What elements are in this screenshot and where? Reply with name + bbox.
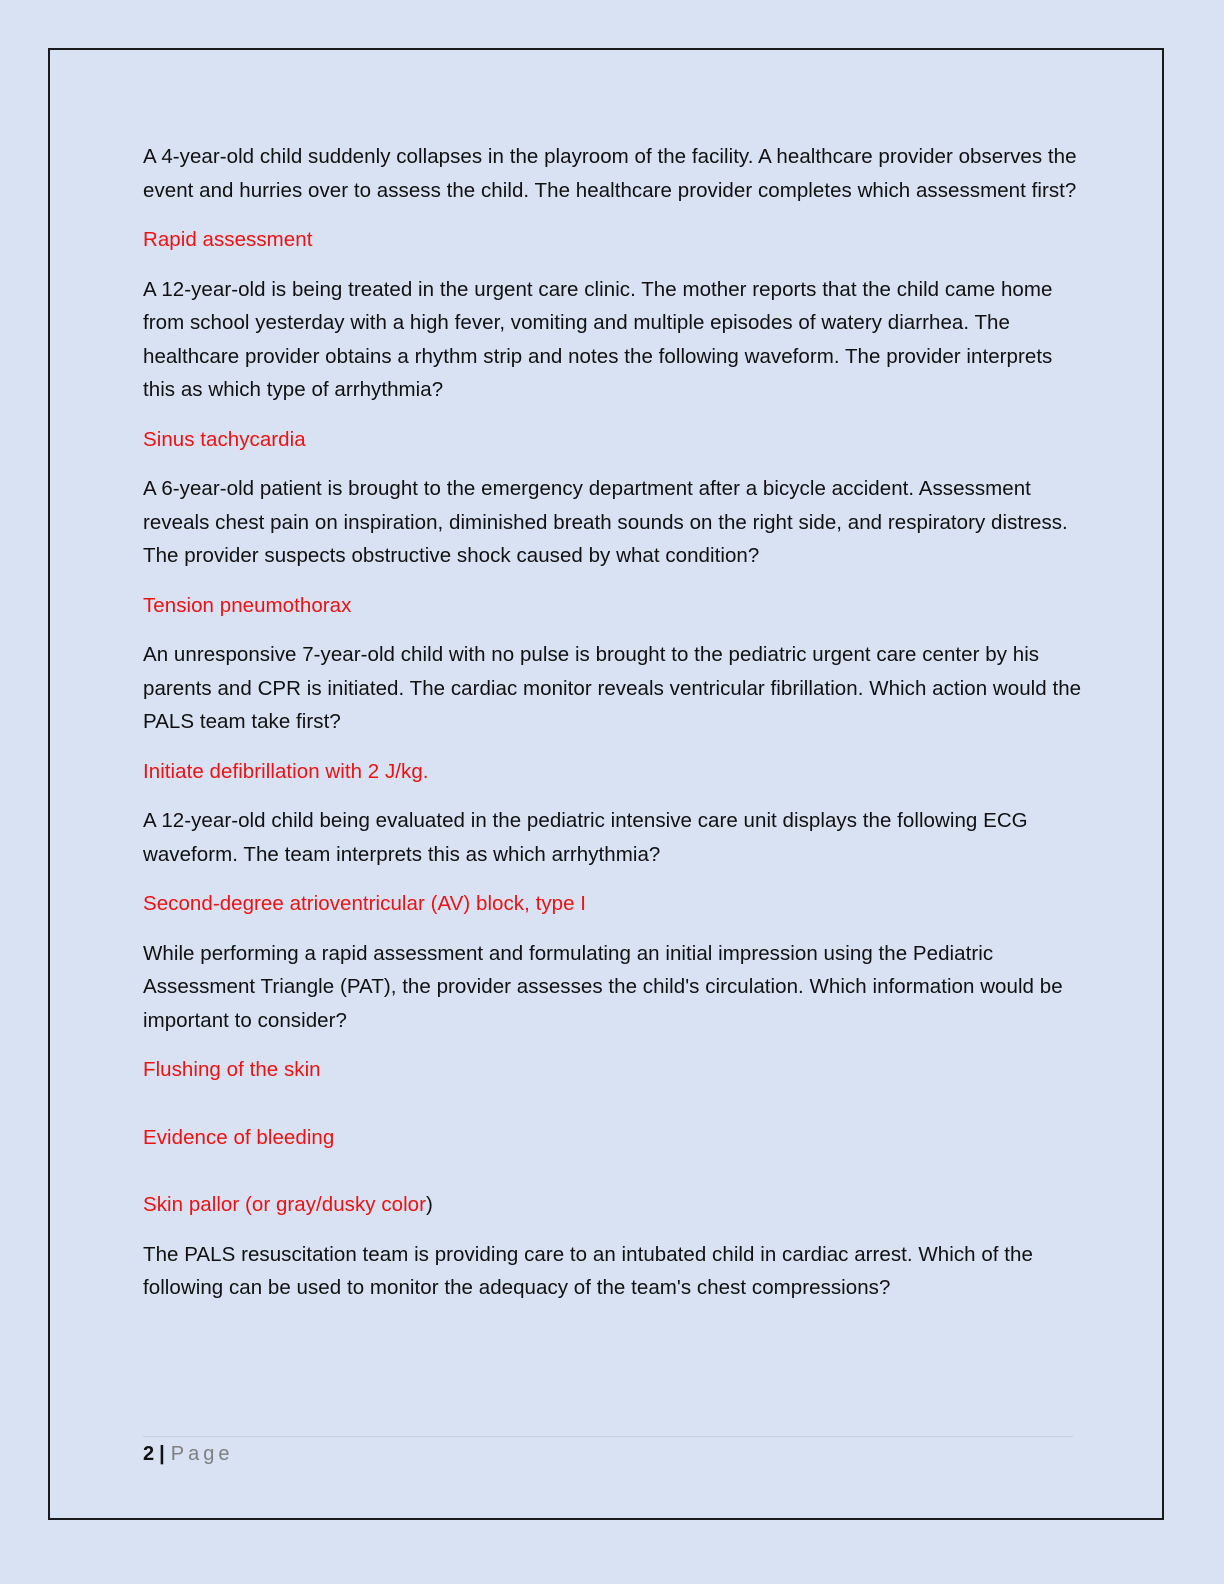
footer-divider xyxy=(143,1436,1073,1437)
answer-5: Second-degree atrioventricular (AV) block, type I xyxy=(143,892,587,915)
answer-6c-text: Skin pallor (or gray/dusky color xyxy=(143,1193,427,1216)
page-label: Page xyxy=(170,1443,234,1465)
answer-3: Tension pneumothorax xyxy=(143,593,352,617)
answer-6a: Flushing of the skin xyxy=(143,1058,321,1081)
question-3: A 6-year-old patient is brought to the emergency department after a bicycle accident. Assessment reveals chest pain on inspiration, diminished breath sounds on the right side, and respiratory distress. The provider suspects obstructive shock caused by what condition? xyxy=(143,477,1068,567)
page-footer xyxy=(143,1440,233,1468)
answer-2: Sinus tachycardia xyxy=(143,427,306,451)
question-7: The PALS resuscitation team is providing care to an intubated child in cardiac arrest. Which of the following can be used to monitor the adequacy of the team's chest compressions? xyxy=(143,1242,1033,1299)
question-5: A 12-year-old child being evaluated in the pediatric intensive care unit displays the following ECG waveform. The team interprets this as which arrhythmia? xyxy=(143,809,1028,866)
answer-1: Rapid assessment xyxy=(143,228,313,251)
question-1: A 4-year-old child suddenly collapses in the playroom of the facility. A healthcare provider observes the event and hurries over to assess the child. The healthcare provider completes which assessment first? xyxy=(143,145,1077,202)
question-2: A 12-year-old is being treated in the urgent care clinic. The mother reports that the child came home from school yesterday with a high fever, vomiting and multiple episodes of watery diarrhea. The healthcare provider obtains a rhythm strip and notes the following waveform. The provider interprets this as which type of arrhythmia? xyxy=(143,277,1053,401)
question-6: While performing a rapid assessment and formulating an initial impression using the Pediatric Assessment Triangle (PAT), the provider assesses the child's circulation. Which information would be important to consider? xyxy=(143,941,1063,1032)
answer-6b: Evidence of bleeding xyxy=(143,1125,335,1149)
document-body xyxy=(143,140,1083,1321)
answer-6c xyxy=(143,1188,1083,1222)
page-number: 2 xyxy=(143,1443,155,1465)
footer-separator: | xyxy=(159,1443,165,1465)
question-4: An unresponsive 7-year-old child with no pulse is brought to the pediatric urgent care center by his parents and CPR is initiated. The cardiac monitor reveals ventricular fibrillation. Which action would the PALS team take first? xyxy=(143,643,1082,733)
answer-4: Initiate defibrillation with 2 J/kg. xyxy=(143,759,429,783)
answer-6c-trailing: ) xyxy=(426,1193,433,1216)
